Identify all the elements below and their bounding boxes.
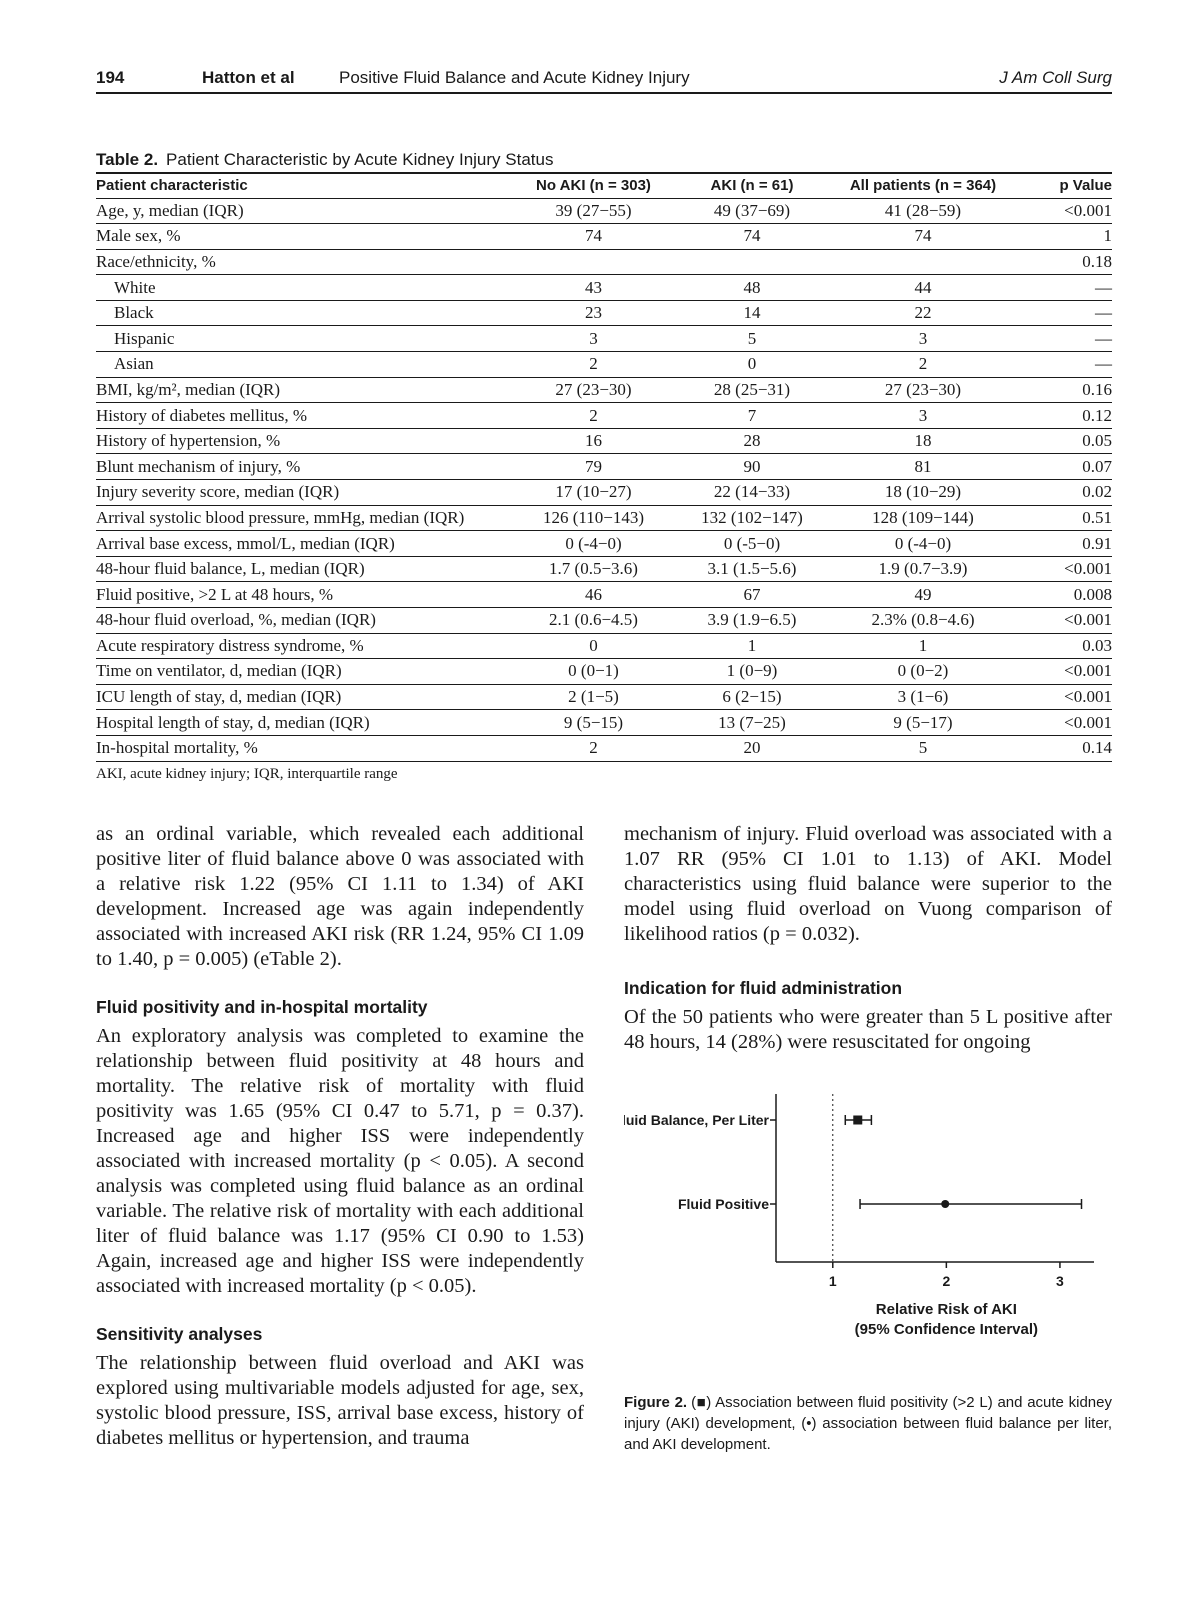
table-cell: 6 (2−15) [691, 684, 813, 710]
table-body [96, 198, 1112, 761]
table-cell: 3 [813, 326, 1033, 352]
x-tick-label: 3 [1056, 1273, 1064, 1289]
table-row [96, 608, 1112, 634]
table-caption [96, 150, 553, 170]
table-cell: 2 [496, 403, 691, 429]
table-cell: 2.1 (0.6−4.5) [496, 608, 691, 634]
table-cell: <0.001 [1033, 608, 1112, 634]
table-row [96, 198, 1112, 224]
row-label: White [96, 275, 496, 301]
table-cell: <0.001 [1033, 556, 1112, 582]
table-cell: 3 [496, 326, 691, 352]
table-cell: 41 (28−59) [813, 198, 1033, 224]
table-cell: 0 (0−2) [813, 659, 1033, 685]
table-cell: 20 [691, 735, 813, 761]
row-label: Hospital length of stay, d, median (IQR) [96, 710, 496, 736]
row-label: Arrival systolic blood pressure, mmHg, median (IQR) [96, 505, 496, 531]
table-cell: 0.18 [1033, 249, 1112, 275]
table-cell: 27 (23−30) [813, 377, 1033, 403]
header-journal: J Am Coll Surg [999, 68, 1112, 87]
table-row [96, 428, 1112, 454]
table-cell [813, 249, 1033, 275]
table-cell: 18 (10−29) [813, 480, 1033, 506]
table-row [96, 633, 1112, 659]
header-authors: Hatton et al [202, 68, 295, 87]
table-row [96, 326, 1112, 352]
estimate-square-marker [853, 1116, 862, 1125]
table-cell: 0.03 [1033, 633, 1112, 659]
table-cell: 3.9 (1.9−6.5) [691, 608, 813, 634]
header-running-title: Positive Fluid Balance and Acute Kidney Injury [339, 68, 690, 87]
table-row [96, 224, 1112, 250]
table-row [96, 300, 1112, 326]
paragraph: The relationship between fluid overload and AKI was explored using multivariable models adjusted for age, sex, systolic blood pressure, ISS, arrival base excess, history of diabetes mellitus or hypertension, and trauma [96, 1352, 584, 1449]
table-cell: 28 (25−31) [691, 377, 813, 403]
x-axis-title: Relative Risk of AKI [875, 1301, 1017, 1318]
body-column-right [624, 822, 1112, 1055]
row-label: Acute respiratory distress syndrome, % [96, 633, 496, 659]
table-cell: 1 [813, 633, 1033, 659]
table-cell: 74 [691, 224, 813, 250]
x-axis-subtitle: (95% Confidence Interval) [854, 1321, 1039, 1338]
table-cell: 0.16 [1033, 377, 1112, 403]
table-cell: 3.1 (1.5−5.6) [691, 556, 813, 582]
table-cell: 0.14 [1033, 735, 1112, 761]
table-cell: 132 (102−147) [691, 505, 813, 531]
column-header: p Value [1033, 173, 1112, 198]
table-cell: 0.07 [1033, 454, 1112, 480]
section-heading: Indication for fluid administration [624, 978, 903, 998]
row-label: Age, y, median (IQR) [96, 198, 496, 224]
table-row [96, 403, 1112, 429]
table-header-row [96, 173, 1112, 198]
table-cell: 74 [813, 224, 1033, 250]
table-cell: 13 (7−25) [691, 710, 813, 736]
table-row [96, 377, 1112, 403]
table-cell: 16 [496, 428, 691, 454]
row-label: Arrival base excess, mmol/L, median (IQR) [96, 531, 496, 557]
table-cell: 2 [496, 735, 691, 761]
figure-caption [624, 1392, 1112, 1455]
table-cell: 14 [691, 300, 813, 326]
table-cell: 79 [496, 454, 691, 480]
table-cell: 18 [813, 428, 1033, 454]
table-cell: 48 [691, 275, 813, 301]
table-cell [496, 249, 691, 275]
table-cell: 0.91 [1033, 531, 1112, 557]
table-row [96, 735, 1112, 761]
table-cell: 17 (10−27) [496, 480, 691, 506]
paragraph: Of the 50 patients who were greater than 5 L positive after 48 hours, 14 (28%) were resuscitated for ongoing [624, 1006, 1112, 1053]
table-cell: <0.001 [1033, 710, 1112, 736]
table-cell: <0.001 [1033, 659, 1112, 685]
table-row [96, 454, 1112, 480]
table-label: Table 2. [96, 150, 159, 169]
table-cell: — [1033, 352, 1112, 378]
row-label: In-hospital mortality, % [96, 735, 496, 761]
table-cell: 27 (23−30) [496, 377, 691, 403]
y-category-label: Fluid Balance, Per Liter [624, 1112, 769, 1128]
table-cell: 0 (0−1) [496, 659, 691, 685]
paragraph: An exploratory analysis was completed to examine the relationship between fluid positivity at 48 hours and mortality. The relative risk of mortality with fluid positivity was 1.65 (95% CI 0.47 to 5.71, p = 0.37). Increased age and higher ISS were independently associated with increased mortality (p < 0.05). A second analysis was completed using fluid balance as an ordinal variable. The relative risk of mortality with each additional liter of fluid balance was 1.17 (95% CI 0.90 to 1.53) Again, increased age and higher ISS were independently associated with increased mortality (p < 0.05). [96, 1025, 584, 1297]
table-cell: 28 [691, 428, 813, 454]
estimate-circle-marker [941, 1200, 949, 1208]
table-cell: 2 (1−5) [496, 684, 691, 710]
row-label: BMI, kg/m², median (IQR) [96, 377, 496, 403]
row-label: History of diabetes mellitus, % [96, 403, 496, 429]
table-row [96, 659, 1112, 685]
table-cell: 9 (5−15) [496, 710, 691, 736]
table-cell: 1.7 (0.5−3.6) [496, 556, 691, 582]
table-cell: — [1033, 300, 1112, 326]
table-cell: 7 [691, 403, 813, 429]
table-cell [691, 249, 813, 275]
table-cell: 0.12 [1033, 403, 1112, 429]
table-cell: 0.02 [1033, 480, 1112, 506]
table-cell: 0 (-4−0) [813, 531, 1033, 557]
table-cell: 90 [691, 454, 813, 480]
row-label: 48-hour fluid overload, %, median (IQR) [96, 608, 496, 634]
table-cell: 1.9 (0.7−3.9) [813, 556, 1033, 582]
data-table [96, 172, 1112, 762]
table-cell: 22 [813, 300, 1033, 326]
x-tick-label: 1 [828, 1273, 837, 1289]
x-tick-label: 2 [942, 1273, 951, 1289]
row-label: Time on ventilator, d, median (IQR) [96, 659, 496, 685]
column-header: Patient characteristic [96, 173, 496, 198]
table-cell: 39 (27−55) [496, 198, 691, 224]
row-label: Hispanic [96, 326, 496, 352]
table-cell: 1 (0−9) [691, 659, 813, 685]
row-label: Fluid positive, >2 L at 48 hours, % [96, 582, 496, 608]
table-cell: 126 (110−143) [496, 505, 691, 531]
table-title: Patient Characteristic by Acute Kidney Injury Status [166, 150, 554, 169]
table-footnote: AKI, acute kidney injury; IQR, interquartile range [96, 766, 398, 782]
row-label: Blunt mechanism of injury, % [96, 454, 496, 480]
forest-plot-figure [624, 1094, 1112, 1374]
table-cell: 81 [813, 454, 1033, 480]
paragraph: as an ordinal variable, which revealed each additional positive liter of fluid balance above 0 was associated with a relative risk 1.22 (95% CI 1.11 to 1.34) of AKI development. Increased age was again independently associated with increased AKI risk (RR 1.24, 95% CI 1.09 to 1.40, p = 0.005) (eTable 2). [96, 823, 584, 970]
table-row [96, 531, 1112, 557]
table-cell: 5 [813, 735, 1033, 761]
table-row [96, 710, 1112, 736]
table-cell: 74 [496, 224, 691, 250]
row-label: History of hypertension, % [96, 428, 496, 454]
table-cell: 67 [691, 582, 813, 608]
section-heading: Sensitivity analyses [96, 1324, 263, 1344]
table-cell: 1 [1033, 224, 1112, 250]
running-header [96, 64, 1112, 94]
table-row [96, 249, 1112, 275]
table-cell: 0.51 [1033, 505, 1112, 531]
paragraph: mechanism of injury. Fluid overload was associated with a 1.07 RR (95% CI 1.01 to 1.13) of AKI. Model characteristics using fluid balance were superior to the model using fluid overload on Vuong comparison of likelihood ratios (p = 0.032). [624, 823, 1112, 945]
table-cell: <0.001 [1033, 198, 1112, 224]
table-cell: 22 (14−33) [691, 480, 813, 506]
table-cell: — [1033, 275, 1112, 301]
table-cell: 2 [813, 352, 1033, 378]
row-label: ICU length of stay, d, median (IQR) [96, 684, 496, 710]
table-row [96, 582, 1112, 608]
table-cell: 23 [496, 300, 691, 326]
table-cell: 44 [813, 275, 1033, 301]
figure-caption-text: (■) Association between fluid positivity (>2 L) and acute kidney injury (AKI) development, (•) association between fluid balance per liter, and AKI development. [624, 1394, 1112, 1453]
table-cell: 0.05 [1033, 428, 1112, 454]
table-cell: 128 (109−144) [813, 505, 1033, 531]
table-row [96, 505, 1112, 531]
table-cell: 0.008 [1033, 582, 1112, 608]
row-label: Race/ethnicity, % [96, 249, 496, 275]
table-cell: 0 [496, 633, 691, 659]
table-cell: 3 [813, 403, 1033, 429]
row-label: Black [96, 300, 496, 326]
table-row [96, 352, 1112, 378]
table-cell: 49 [813, 582, 1033, 608]
table-row [96, 480, 1112, 506]
table-cell: — [1033, 326, 1112, 352]
table-cell: 2.3% (0.8−4.6) [813, 608, 1033, 634]
table-cell: 49 (37−69) [691, 198, 813, 224]
column-header: All patients (n = 364) [813, 173, 1033, 198]
table-row [96, 684, 1112, 710]
section-heading: Fluid positivity and in-hospital mortality [96, 997, 428, 1017]
table-cell: 0 (-4−0) [496, 531, 691, 557]
table-row [96, 275, 1112, 301]
table-cell: 46 [496, 582, 691, 608]
row-label: Asian [96, 352, 496, 378]
table-cell: 9 (5−17) [813, 710, 1033, 736]
row-label: Injury severity score, median (IQR) [96, 480, 496, 506]
column-header: No AKI (n = 303) [496, 173, 691, 198]
forest-plot [624, 1094, 1112, 1374]
figure-label: Figure 2. [624, 1394, 688, 1411]
table-cell: <0.001 [1033, 684, 1112, 710]
table-cell: 5 [691, 326, 813, 352]
table-row [96, 556, 1112, 582]
y-category-label: Fluid Positive [677, 1196, 769, 1212]
table-cell: 2 [496, 352, 691, 378]
body-column-left [96, 822, 584, 1451]
table-cell: 3 (1−6) [813, 684, 1033, 710]
table-cell: 0 (-5−0) [691, 531, 813, 557]
page-number: 194 [96, 68, 125, 87]
row-label: Male sex, % [96, 224, 496, 250]
table-cell: 0 [691, 352, 813, 378]
column-header: AKI (n = 61) [691, 173, 813, 198]
row-label: 48-hour fluid balance, L, median (IQR) [96, 556, 496, 582]
table-cell: 43 [496, 275, 691, 301]
table-cell: 1 [691, 633, 813, 659]
